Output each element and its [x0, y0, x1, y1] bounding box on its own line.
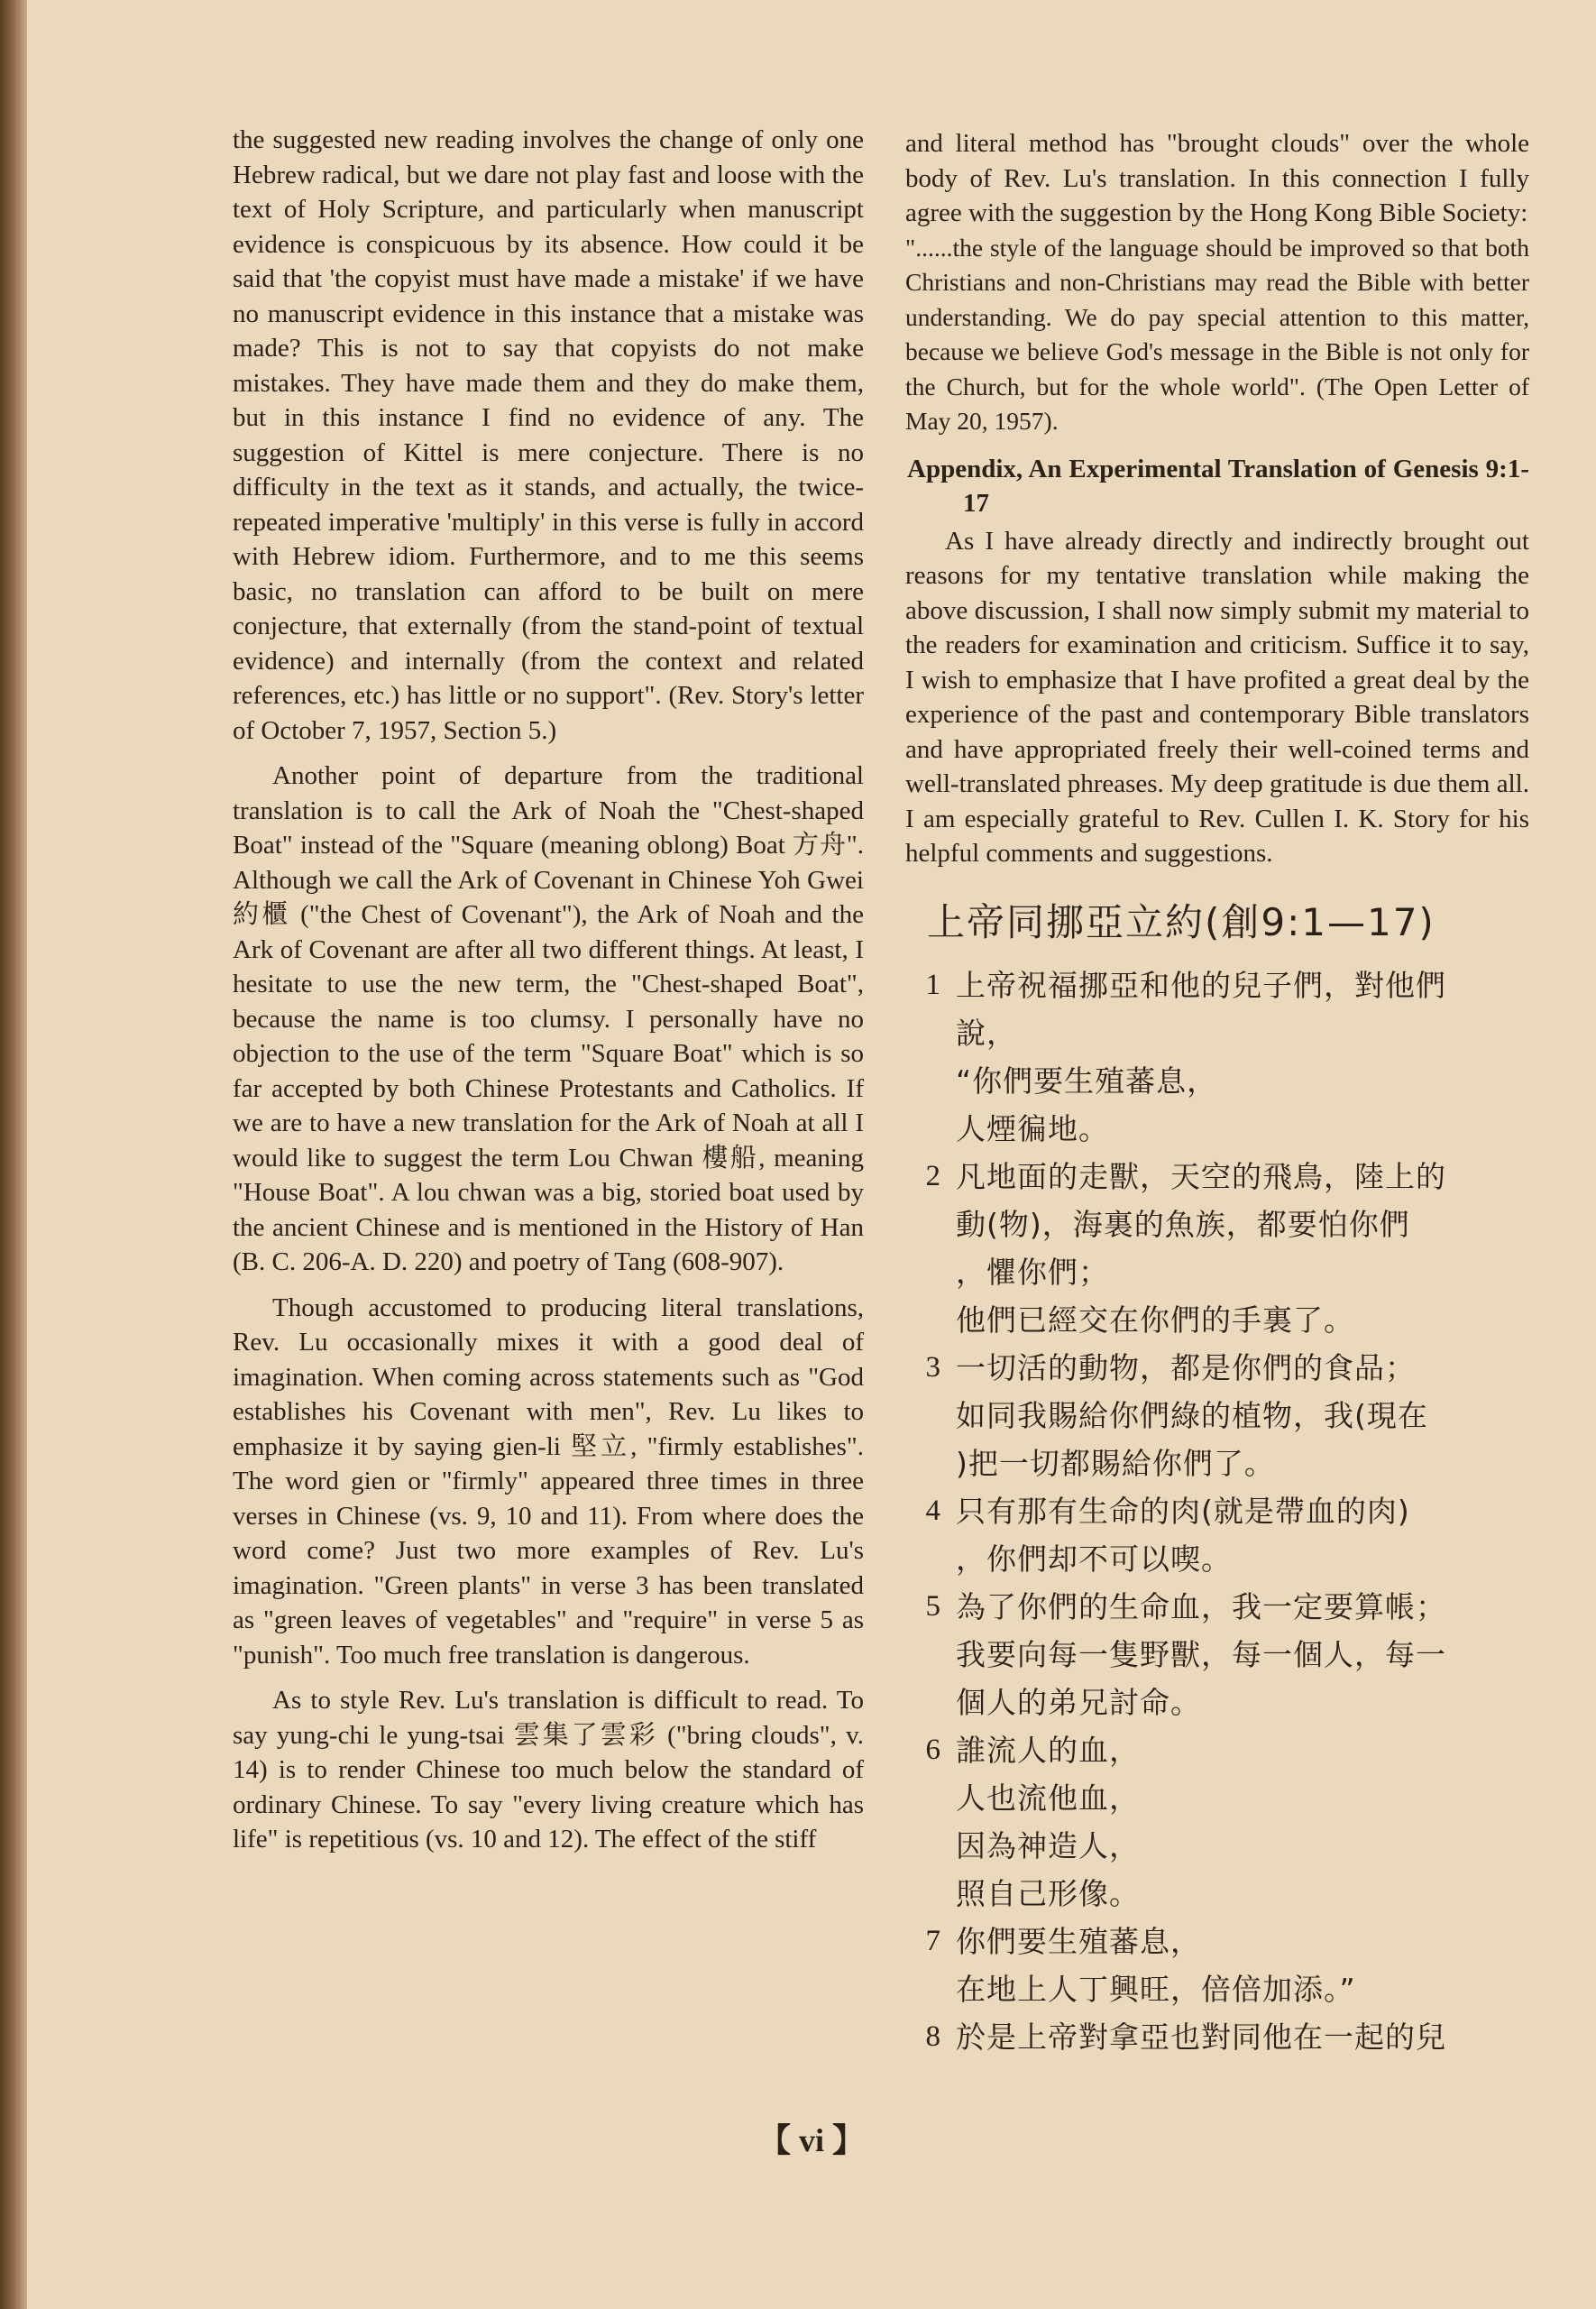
verse-line: 你們要生殖蕃息， — [956, 1923, 1201, 1959]
appendix-paragraph: As I have already directly and indirectly brought out reasons for my tentative translation while making the above discussion, I shall now simply submit my material to the readers for examination and criticism. Suffice it to say, I wish to emphasize that I have profited a great deal by the experience of the past and contemporary Bible translators and have appropriated freely their well-coined terms and well-translated phreases. My deep gratitude is due them all. I am especially grateful to Rev. Cullen I. K. Story for his helpful comments and suggestions. — [905, 526, 1529, 868]
book-binding-edge — [0, 0, 27, 2309]
verse-line: 動(物)，海裏的魚族，都要怕你們 — [956, 1206, 1410, 1242]
chinese-translation-title: 上帝同挪亞立約(創9:1—17) — [927, 899, 1435, 944]
verse-text — [956, 1726, 1529, 1918]
verse-line: 照自己形像。 — [956, 1875, 1140, 1911]
bible-society-quote: "......the style of the language should be improved so that both Christians and non-Christians may read the Bible with better understanding. We do pay special attention to this matter, because we believe God's message in the Bible is not only for the Church, but for the whole world". (The Open Letter of May 20, 1957). — [905, 233, 1529, 435]
verse-number: 1 — [925, 968, 941, 1001]
verse-line: 上帝祝福挪亞和他的兒子們，對他們 — [956, 967, 1446, 1003]
verse-line: 如同我賜給你們綠的植物，我(現在 — [956, 1397, 1428, 1433]
verse-line: 因為神造人， — [956, 1827, 1140, 1863]
verse-number: 6 — [925, 1733, 941, 1766]
verse-line: 個人的弟兄討命。 — [956, 1684, 1201, 1720]
page-number: 【 vi 】 — [757, 2122, 865, 2158]
verse-line: 凡地面的走獸，天空的飛鳥，陸上的 — [956, 1158, 1446, 1194]
verse-text — [956, 1153, 1529, 1344]
paragraph-literal-method: and literal method has "brought clouds" over the whole body of Rev. Lu's translation. In this connection I fully agree with the suggestion by the Hong Kong Bible Society: — [905, 129, 1529, 227]
right-column — [905, 126, 1529, 2061]
verse-line: 只有那有生命的肉(就是帶血的肉) — [956, 1493, 1410, 1529]
verse-number: 7 — [925, 1924, 941, 1957]
verse-line: 人煙徧地。 — [956, 1110, 1109, 1146]
verse-number: 3 — [925, 1350, 941, 1384]
verse-number: 5 — [925, 1589, 941, 1623]
verse-5 — [905, 1583, 1529, 1726]
verse-list — [905, 961, 1529, 2061]
paragraph-style: As to style Rev. Lu's translation is difficult to read. To say yung-chi le yung-tsai 雲集了雲彩 ("bring clouds", v. 14) is to render Chinese too much below the standard of ordinary Chinese. To say "every living creature which has life" is repetitious (vs. 10 and 12). The effect of the stiff — [233, 1686, 864, 1854]
verse-text — [956, 961, 1529, 1153]
verse-7 — [905, 1918, 1529, 2013]
verse-line: 在地上人丁興旺，倍倍加添。” — [956, 1971, 1356, 2007]
verse-4 — [905, 1487, 1529, 1583]
verse-line: 誰流人的血， — [956, 1732, 1140, 1768]
verse-line: “你們要生殖蕃息， — [956, 1063, 1218, 1099]
verse-number: 8 — [925, 2019, 941, 2053]
verse-line: 人也流他血， — [956, 1780, 1140, 1816]
verse-8 — [905, 2013, 1529, 2061]
left-column — [233, 123, 864, 1857]
verse-2 — [905, 1153, 1529, 1344]
appendix-heading: Appendix, An Experimental Translation of Genesis 9:1-17 — [907, 454, 1529, 518]
paragraph-imagination: Though accustomed to producing literal translations, Rev. Lu occasionally mixes it with a good deal of imagination. When coming across statements such as "God establishes his Covenant with men", Rev. Lu likes to emphasize it by saying gien-li 堅立, "firmly establishes". The word gien or "firmly" appeared three times in three verses in Chinese (vs. 9, 10 and 11). From where does the word come? Just two more examples of Rev. Lu's imagination. "Green plants" in verse 3 has been translated as "green leaves of vegetables" and "require" in verse 5 as "punish". Too much free translation is dangerous. — [233, 1292, 864, 1670]
verse-line: 於是上帝對拿亞也對同他在一起的兒 — [956, 2019, 1446, 2055]
verse-text — [956, 1344, 1529, 1487]
document-page — [27, 0, 1596, 2309]
verse-line: 為了你們的生命血，我一定要算帳； — [956, 1588, 1446, 1624]
verse-6 — [905, 1726, 1529, 1918]
verse-text — [956, 1583, 1529, 1726]
paragraph-kittel-conjecture: the suggested new reading involves the change of only one Hebrew radical, but we dare not play fast and loose with the text of Holy Scripture, and particularly when manuscript evidence is conspicuous by its absence. How could it be said that 'the copyist must have made a mistake' if we have no manuscript evidence in this instance that a mistake was made? This is not to say that copyists do not make mistakes. They have made them and they do make them, but in this instance I find no evidence of any. The suggestion of Kittel is mere conjecture. There is no difficulty in the text as it stands, and actually, the twice-repeated imperative 'multiply' in this verse is fully in accord with Hebrew idiom. Furthermore, and to me this seems basic, no translation can afford to be built on mere conjecture, that externally (from the stand-point of textual evidence) and internally (from the context and related references, etc.) has little or no support". (Rev. Story's letter of October 7, 1957, Section 5.) — [233, 125, 864, 745]
verse-line: 說， — [956, 1015, 1017, 1051]
verse-number: 2 — [925, 1159, 941, 1192]
verse-number: 4 — [925, 1494, 941, 1527]
verse-1 — [905, 961, 1529, 1153]
verse-line: 我要向每一隻野獸，每一個人，每一 — [956, 1636, 1446, 1672]
verse-text — [956, 2013, 1529, 2061]
verse-line: 他們已經交在你們的手裏了。 — [956, 1302, 1354, 1338]
verse-text — [956, 1487, 1529, 1583]
verse-line: ，你們却不可以喫。 — [956, 1541, 1232, 1577]
verse-line: 一切活的動物，都是你們的食品； — [956, 1349, 1416, 1385]
paragraph-ark-of-noah: Another point of departure from the traditional translation is to call the Ark of Noah the "Chest-shaped Boat" instead of the "Square (meaning oblong) Boat 方舟". Although we call the Ark of Covenant in Chinese Yoh Gwei 約櫃 ("the Chest of Covenant"), the Ark of Noah and the Ark of Covenant are after all two different things. At least, I hesitate to use the new term, the "Chest-shaped Boat", because the name is too clumsy. I personally have no objection to the use of the term "Square Boat" which is so far accepted by both Chinese Protestants and Catholics. If we are to have a new translation for the Ark of Noah at all I would like to suggest the term Lou Chwan 樓船, meaning "House Boat". A lou chwan was a big, storied boat used by the ancient Chinese and is mentioned in the History of Han (B. C. 206-A. D. 220) and poetry of Tang (608-907). — [233, 761, 864, 1276]
verse-text — [956, 1918, 1529, 2013]
verse-3 — [905, 1344, 1529, 1487]
verse-line: )把一切都賜給你們了。 — [956, 1445, 1275, 1481]
verse-line: ，懼你們； — [956, 1254, 1109, 1290]
